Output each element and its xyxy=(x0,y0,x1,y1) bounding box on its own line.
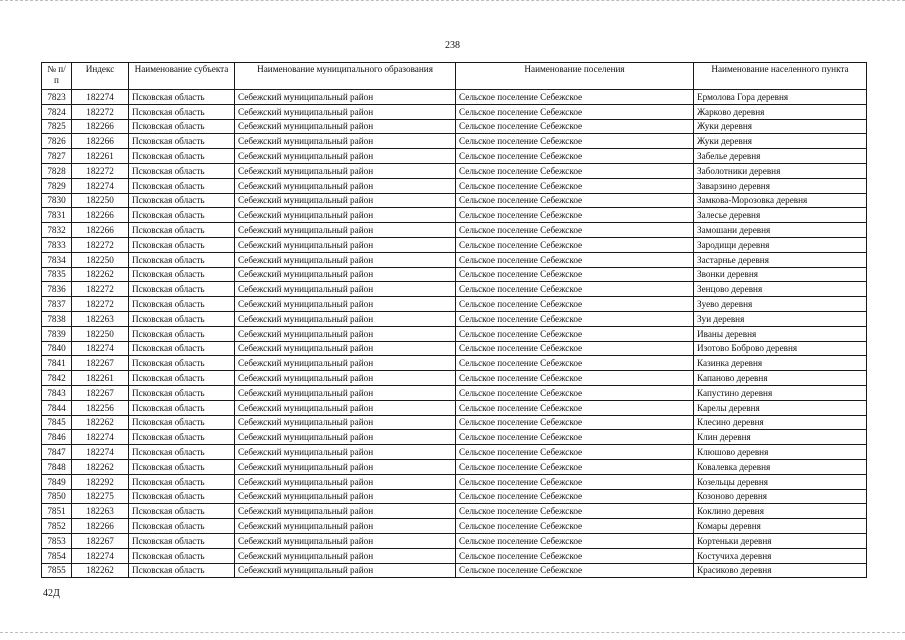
table-row xyxy=(42,474,867,489)
cell-index: 182274 xyxy=(72,341,129,356)
cell-number: 7825 xyxy=(42,119,72,134)
cell-locality: Клин деревня xyxy=(694,430,867,445)
cell-settlement: Сельское поселение Себежское xyxy=(456,237,694,252)
cell-locality: Зародищи деревня xyxy=(694,237,867,252)
cell-subject: Псковская область xyxy=(129,311,235,326)
cell-locality: Коклино деревня xyxy=(694,504,867,519)
cell-index: 182272 xyxy=(72,163,129,178)
table-row xyxy=(42,134,867,149)
table-row xyxy=(42,282,867,297)
cell-settlement: Сельское поселение Себежское xyxy=(456,415,694,430)
cell-subject: Псковская область xyxy=(129,119,235,134)
cell-subject: Псковская область xyxy=(129,326,235,341)
cell-subject: Псковская область xyxy=(129,459,235,474)
cell-settlement: Сельское поселение Себежское xyxy=(456,445,694,460)
table-row xyxy=(42,415,867,430)
cell-settlement: Сельское поселение Себежское xyxy=(456,178,694,193)
cell-locality: Кортеньки деревня xyxy=(694,533,867,548)
cell-number: 7839 xyxy=(42,326,72,341)
cell-settlement: Сельское поселение Себежское xyxy=(456,134,694,149)
table-row xyxy=(42,237,867,252)
table-row xyxy=(42,252,867,267)
cell-locality: Ермолова Гора деревня xyxy=(694,90,867,105)
cell-locality: Жуки деревня xyxy=(694,134,867,149)
cell-settlement: Сельское поселение Себежское xyxy=(456,430,694,445)
cell-number: 7830 xyxy=(42,193,72,208)
cell-municipality: Себежский муниципальный район xyxy=(235,223,456,238)
cell-settlement: Сельское поселение Себежское xyxy=(456,548,694,563)
cell-municipality: Себежский муниципальный район xyxy=(235,548,456,563)
cell-number: 7826 xyxy=(42,134,72,149)
cell-index: 182266 xyxy=(72,519,129,534)
cell-locality: Жуки деревня xyxy=(694,119,867,134)
cell-locality: Застарнье деревня xyxy=(694,252,867,267)
cell-index: 182274 xyxy=(72,178,129,193)
cell-index: 182267 xyxy=(72,385,129,400)
cell-subject: Псковская область xyxy=(129,267,235,282)
cell-index: 182272 xyxy=(72,104,129,119)
cell-index: 182266 xyxy=(72,134,129,149)
cell-subject: Псковская область xyxy=(129,297,235,312)
cell-subject: Псковская область xyxy=(129,430,235,445)
cell-settlement: Сельское поселение Себежское xyxy=(456,533,694,548)
cell-subject: Псковская область xyxy=(129,163,235,178)
cell-subject: Псковская область xyxy=(129,104,235,119)
cell-settlement: Сельское поселение Себежское xyxy=(456,385,694,400)
table-row xyxy=(42,104,867,119)
cell-number: 7837 xyxy=(42,297,72,312)
cell-municipality: Себежский муниципальный район xyxy=(235,489,456,504)
scan-edge-top xyxy=(0,0,905,3)
cell-settlement: Сельское поселение Себежское xyxy=(456,489,694,504)
footer-mark: 42Д xyxy=(43,588,60,599)
cell-settlement: Сельское поселение Себежское xyxy=(456,163,694,178)
cell-number: 7831 xyxy=(42,208,72,223)
cell-settlement: Сельское поселение Себежское xyxy=(456,208,694,223)
cell-number: 7832 xyxy=(42,223,72,238)
cell-municipality: Себежский муниципальный район xyxy=(235,385,456,400)
page-number: 238 xyxy=(445,40,460,51)
cell-index: 182262 xyxy=(72,563,129,578)
cell-settlement: Сельское поселение Себежское xyxy=(456,223,694,238)
table-header xyxy=(42,63,867,90)
cell-municipality: Себежский муниципальный район xyxy=(235,149,456,164)
cell-number: 7833 xyxy=(42,237,72,252)
cell-settlement: Сельское поселение Себежское xyxy=(456,356,694,371)
cell-number: 7848 xyxy=(42,459,72,474)
table-row xyxy=(42,519,867,534)
header-settlement: Наименование поселения xyxy=(456,63,694,90)
table-row xyxy=(42,193,867,208)
cell-number: 7834 xyxy=(42,252,72,267)
cell-municipality: Себежский муниципальный район xyxy=(235,430,456,445)
cell-number: 7843 xyxy=(42,385,72,400)
cell-number: 7838 xyxy=(42,311,72,326)
cell-municipality: Себежский муниципальный район xyxy=(235,445,456,460)
cell-subject: Псковская область xyxy=(129,193,235,208)
cell-settlement: Сельское поселение Себежское xyxy=(456,297,694,312)
cell-index: 182256 xyxy=(72,400,129,415)
header-municipality: Наименование муниципального образования xyxy=(235,63,456,90)
cell-index: 182261 xyxy=(72,371,129,386)
table-row xyxy=(42,400,867,415)
cell-municipality: Себежский муниципальный район xyxy=(235,163,456,178)
cell-municipality: Себежский муниципальный район xyxy=(235,356,456,371)
cell-number: 7851 xyxy=(42,504,72,519)
table-row xyxy=(42,297,867,312)
cell-locality: Капустино деревня xyxy=(694,385,867,400)
cell-subject: Псковская область xyxy=(129,504,235,519)
cell-municipality: Себежский муниципальный район xyxy=(235,459,456,474)
cell-index: 182263 xyxy=(72,504,129,519)
cell-subject: Псковская область xyxy=(129,489,235,504)
scan-edge-bottom xyxy=(0,632,905,635)
cell-municipality: Себежский муниципальный район xyxy=(235,415,456,430)
cell-locality: Жарково деревня xyxy=(694,104,867,119)
table-row xyxy=(42,385,867,400)
cell-number: 7854 xyxy=(42,548,72,563)
cell-locality: Козельцы деревня xyxy=(694,474,867,489)
cell-municipality: Себежский муниципальный район xyxy=(235,326,456,341)
cell-subject: Псковская область xyxy=(129,223,235,238)
cell-subject: Псковская область xyxy=(129,252,235,267)
cell-municipality: Себежский муниципальный район xyxy=(235,474,456,489)
cell-number: 7847 xyxy=(42,445,72,460)
cell-municipality: Себежский муниципальный район xyxy=(235,533,456,548)
table-row xyxy=(42,356,867,371)
cell-index: 182263 xyxy=(72,311,129,326)
table-row xyxy=(42,459,867,474)
cell-municipality: Себежский муниципальный район xyxy=(235,90,456,105)
table-row xyxy=(42,90,867,105)
cell-index: 182292 xyxy=(72,474,129,489)
cell-number: 7844 xyxy=(42,400,72,415)
cell-index: 182275 xyxy=(72,489,129,504)
header-subject: Наименование субъекта xyxy=(129,63,235,90)
cell-municipality: Себежский муниципальный район xyxy=(235,178,456,193)
cell-number: 7842 xyxy=(42,371,72,386)
cell-index: 182250 xyxy=(72,326,129,341)
cell-settlement: Сельское поселение Себежское xyxy=(456,267,694,282)
cell-subject: Псковская область xyxy=(129,341,235,356)
cell-locality: Клесино деревня xyxy=(694,415,867,430)
cell-settlement: Сельское поселение Себежское xyxy=(456,90,694,105)
cell-municipality: Себежский муниципальный район xyxy=(235,563,456,578)
table-row xyxy=(42,311,867,326)
cell-settlement: Сельское поселение Себежское xyxy=(456,504,694,519)
cell-municipality: Себежский муниципальный район xyxy=(235,104,456,119)
cell-index: 182250 xyxy=(72,193,129,208)
cell-locality: Замошани деревня xyxy=(694,223,867,238)
table-row xyxy=(42,445,867,460)
cell-index: 182274 xyxy=(72,445,129,460)
cell-municipality: Себежский муниципальный район xyxy=(235,311,456,326)
cell-number: 7850 xyxy=(42,489,72,504)
table-row xyxy=(42,223,867,238)
cell-index: 182267 xyxy=(72,533,129,548)
cell-settlement: Сельское поселение Себежское xyxy=(456,400,694,415)
cell-subject: Псковская область xyxy=(129,474,235,489)
cell-index: 182262 xyxy=(72,459,129,474)
cell-number: 7824 xyxy=(42,104,72,119)
cell-number: 7835 xyxy=(42,267,72,282)
cell-settlement: Сельское поселение Себежское xyxy=(456,311,694,326)
cell-locality: Замкова-Морозовка деревня xyxy=(694,193,867,208)
table-row xyxy=(42,119,867,134)
table-row xyxy=(42,430,867,445)
cell-municipality: Себежский муниципальный район xyxy=(235,208,456,223)
settlements-table xyxy=(41,62,867,578)
table-row xyxy=(42,371,867,386)
table-row xyxy=(42,149,867,164)
cell-subject: Псковская область xyxy=(129,385,235,400)
table-row xyxy=(42,178,867,193)
cell-subject: Псковская область xyxy=(129,400,235,415)
cell-locality: Казинка деревня xyxy=(694,356,867,371)
cell-subject: Псковская область xyxy=(129,90,235,105)
cell-locality: Красиково деревня xyxy=(694,563,867,578)
cell-locality: Зенцово деревня xyxy=(694,282,867,297)
cell-subject: Псковская область xyxy=(129,371,235,386)
cell-number: 7845 xyxy=(42,415,72,430)
header-index: Индекс xyxy=(72,63,129,90)
cell-index: 182274 xyxy=(72,90,129,105)
cell-subject: Псковская область xyxy=(129,208,235,223)
cell-locality: Зуево деревня xyxy=(694,297,867,312)
table-row xyxy=(42,504,867,519)
cell-subject: Псковская область xyxy=(129,356,235,371)
cell-municipality: Себежский муниципальный район xyxy=(235,252,456,267)
table-body xyxy=(42,90,867,578)
cell-locality: Залесье деревня xyxy=(694,208,867,223)
cell-locality: Забелье деревня xyxy=(694,149,867,164)
cell-index: 182272 xyxy=(72,282,129,297)
cell-index: 182262 xyxy=(72,415,129,430)
cell-municipality: Себежский муниципальный район xyxy=(235,282,456,297)
cell-number: 7853 xyxy=(42,533,72,548)
cell-settlement: Сельское поселение Себежское xyxy=(456,371,694,386)
cell-subject: Псковская область xyxy=(129,445,235,460)
cell-locality: Клюшово деревня xyxy=(694,445,867,460)
cell-number: 7828 xyxy=(42,163,72,178)
cell-index: 182266 xyxy=(72,208,129,223)
cell-locality: Звонки деревня xyxy=(694,267,867,282)
table-row xyxy=(42,163,867,178)
cell-subject: Псковская область xyxy=(129,519,235,534)
table-row xyxy=(42,267,867,282)
cell-number: 7846 xyxy=(42,430,72,445)
cell-subject: Псковская область xyxy=(129,178,235,193)
cell-settlement: Сельское поселение Себежское xyxy=(456,341,694,356)
header-row xyxy=(42,63,867,90)
cell-number: 7840 xyxy=(42,341,72,356)
table-row xyxy=(42,548,867,563)
cell-municipality: Себежский муниципальный район xyxy=(235,237,456,252)
cell-locality: Карелы деревня xyxy=(694,400,867,415)
cell-subject: Псковская область xyxy=(129,282,235,297)
cell-number: 7852 xyxy=(42,519,72,534)
cell-index: 182274 xyxy=(72,548,129,563)
cell-locality: Заболотники деревня xyxy=(694,163,867,178)
cell-subject: Псковская область xyxy=(129,134,235,149)
cell-subject: Псковская область xyxy=(129,237,235,252)
cell-municipality: Себежский муниципальный район xyxy=(235,371,456,386)
cell-municipality: Себежский муниципальный район xyxy=(235,504,456,519)
cell-settlement: Сельское поселение Себежское xyxy=(456,119,694,134)
cell-index: 182262 xyxy=(72,267,129,282)
cell-number: 7841 xyxy=(42,356,72,371)
cell-index: 182266 xyxy=(72,223,129,238)
cell-municipality: Себежский муниципальный район xyxy=(235,341,456,356)
cell-settlement: Сельское поселение Себежское xyxy=(456,282,694,297)
cell-municipality: Себежский муниципальный район xyxy=(235,400,456,415)
cell-municipality: Себежский муниципальный район xyxy=(235,193,456,208)
cell-locality: Комары деревня xyxy=(694,519,867,534)
cell-settlement: Сельское поселение Себежское xyxy=(456,193,694,208)
cell-index: 182250 xyxy=(72,252,129,267)
cell-number: 7855 xyxy=(42,563,72,578)
header-number: № п/п xyxy=(42,63,72,90)
cell-municipality: Себежский муниципальный район xyxy=(235,519,456,534)
cell-settlement: Сельское поселение Себежское xyxy=(456,563,694,578)
cell-locality: Капаново деревня xyxy=(694,371,867,386)
cell-municipality: Себежский муниципальный район xyxy=(235,134,456,149)
cell-index: 182272 xyxy=(72,297,129,312)
cell-locality: Заварзино деревня xyxy=(694,178,867,193)
cell-locality: Зуи деревня xyxy=(694,311,867,326)
cell-index: 182266 xyxy=(72,119,129,134)
cell-settlement: Сельское поселение Себежское xyxy=(456,474,694,489)
cell-municipality: Себежский муниципальный район xyxy=(235,297,456,312)
cell-number: 7827 xyxy=(42,149,72,164)
cell-municipality: Себежский муниципальный район xyxy=(235,119,456,134)
table-row xyxy=(42,208,867,223)
cell-locality: Изотово Боброво деревня xyxy=(694,341,867,356)
cell-number: 7836 xyxy=(42,282,72,297)
cell-settlement: Сельское поселение Себежское xyxy=(456,104,694,119)
cell-settlement: Сельское поселение Себежское xyxy=(456,459,694,474)
table-row xyxy=(42,341,867,356)
table-row xyxy=(42,563,867,578)
cell-subject: Псковская область xyxy=(129,548,235,563)
cell-locality: Ковалевка деревня xyxy=(694,459,867,474)
cell-index: 182267 xyxy=(72,356,129,371)
table-row xyxy=(42,533,867,548)
cell-settlement: Сельское поселение Себежское xyxy=(456,252,694,267)
cell-index: 182272 xyxy=(72,237,129,252)
cell-number: 7849 xyxy=(42,474,72,489)
header-locality: Наименование населенного пункта xyxy=(694,63,867,90)
cell-locality: Костучиха деревня xyxy=(694,548,867,563)
cell-settlement: Сельское поселение Себежское xyxy=(456,326,694,341)
cell-subject: Псковская область xyxy=(129,149,235,164)
cell-number: 7823 xyxy=(42,90,72,105)
cell-settlement: Сельское поселение Себежское xyxy=(456,519,694,534)
cell-subject: Псковская область xyxy=(129,533,235,548)
table-row xyxy=(42,326,867,341)
cell-municipality: Себежский муниципальный район xyxy=(235,267,456,282)
cell-settlement: Сельское поселение Себежское xyxy=(456,149,694,164)
cell-index: 182274 xyxy=(72,430,129,445)
cell-index: 182261 xyxy=(72,149,129,164)
cell-subject: Псковская область xyxy=(129,563,235,578)
cell-number: 7829 xyxy=(42,178,72,193)
cell-locality: Козоново деревня xyxy=(694,489,867,504)
cell-locality: Иваны деревня xyxy=(694,326,867,341)
table-row xyxy=(42,489,867,504)
cell-subject: Псковская область xyxy=(129,415,235,430)
